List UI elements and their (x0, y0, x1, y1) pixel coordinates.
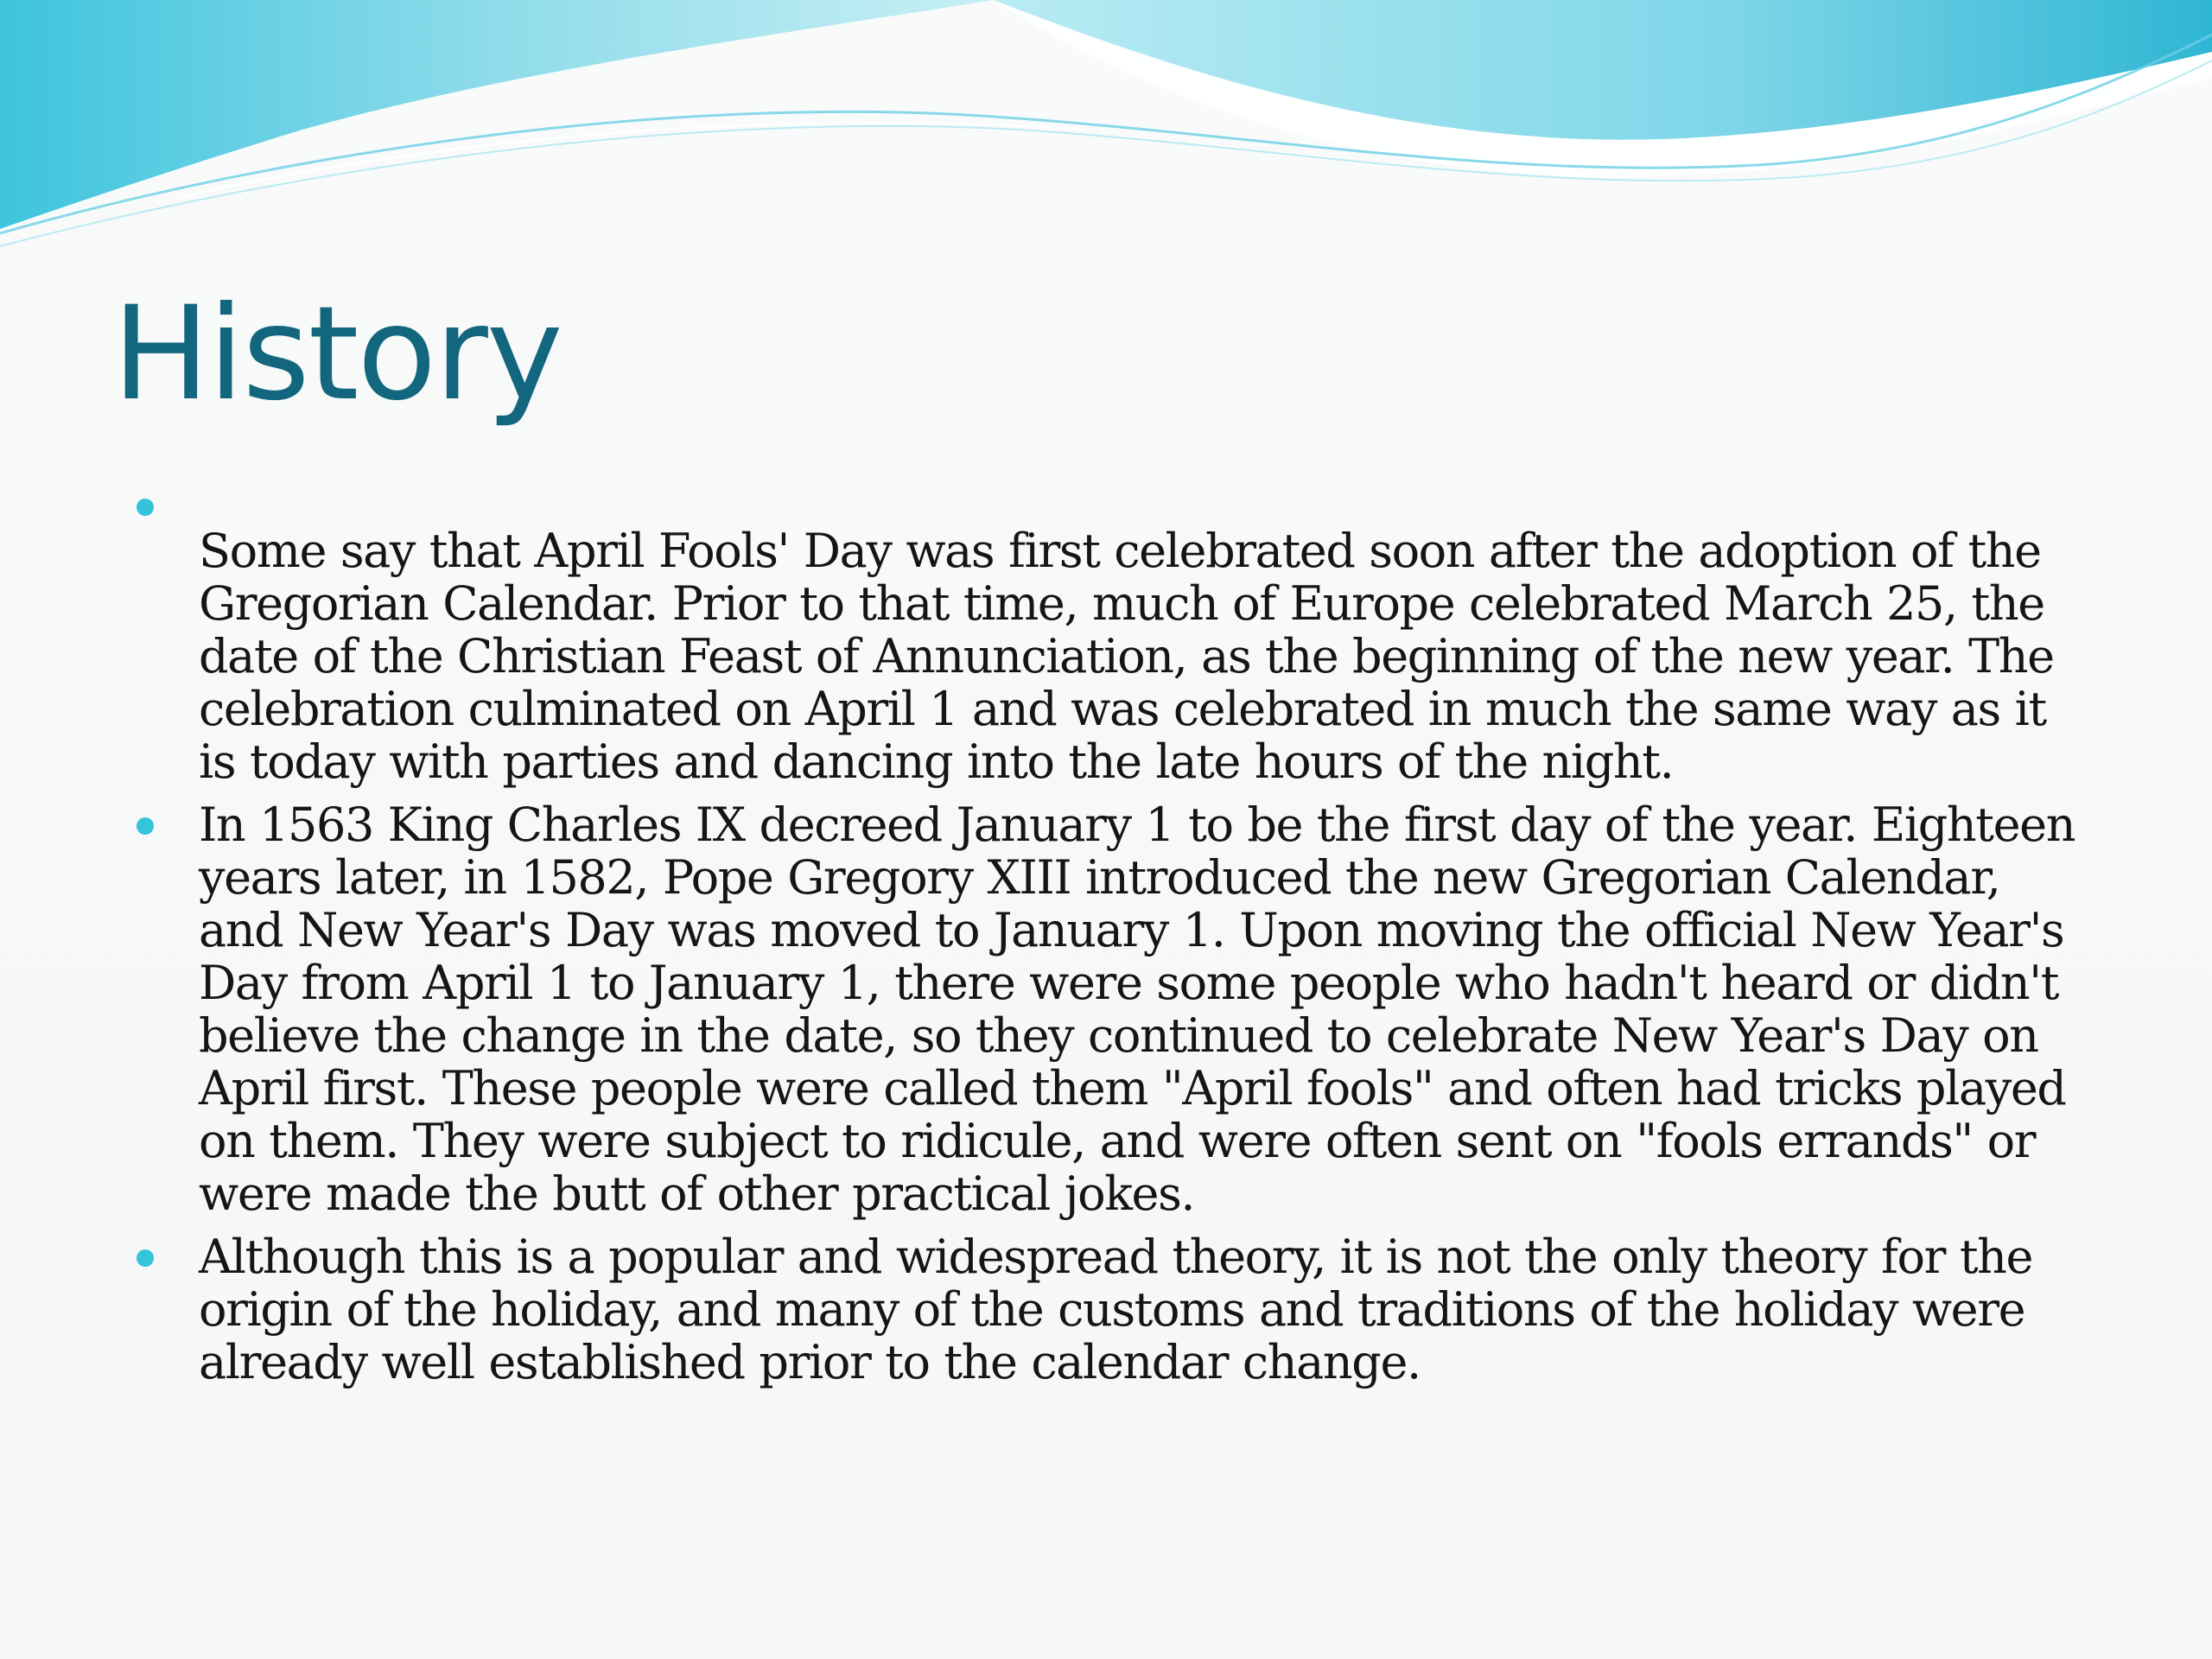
bullet-dot-icon (137, 1249, 154, 1267)
bullet-dot-icon (137, 499, 154, 516)
wave-line-3 (173, 123, 1080, 199)
bullet-text: In 1563 King Charles IX decreed January 1 to be the first day of the year. Eighteen years later, in 1582, Pope Gregory XIII introduced the new Gregorian Calendar, and New Year's Day was moved to January 1. Upon moving the official New Year's Day from April 1 to January 1, there were some people who hadn't heard or didn't believe the change in the date, so they continued to celebrate New Year's Day on April first. These people were called them "April fools" and often had tricks played on them. They were subject to ridicule, and were often sent on "fools errands" or were made the butt of other practical jokes. (199, 798, 2075, 1221)
bullet-item (130, 1230, 2082, 1389)
slide-title: History (112, 279, 562, 429)
bullet-list (130, 480, 2082, 1399)
bullet-dot-icon (137, 817, 154, 835)
bullet-item (130, 798, 2082, 1220)
decorative-wave-header (0, 0, 2212, 276)
bullet-item (130, 480, 2082, 788)
bullet-text: Some say that April Fools' Day was first celebrated soon after the adoption of the Gregorian Calendar. Prior to that time, much of Europe celebrated March 25, the date of the Christian Feast of Annunciation, as the beginning of the new year. The celebration culminated on April 1 and was celebrated in much the same way as it is today with parties and dancing into the late hours of the night. (199, 524, 2054, 789)
bullet-text: Although this is a popular and widespread theory, it is not the only theory for the origin of the holiday, and many of the customs and traditions of the holiday were already well established prior to the calendar change. (199, 1230, 2033, 1389)
